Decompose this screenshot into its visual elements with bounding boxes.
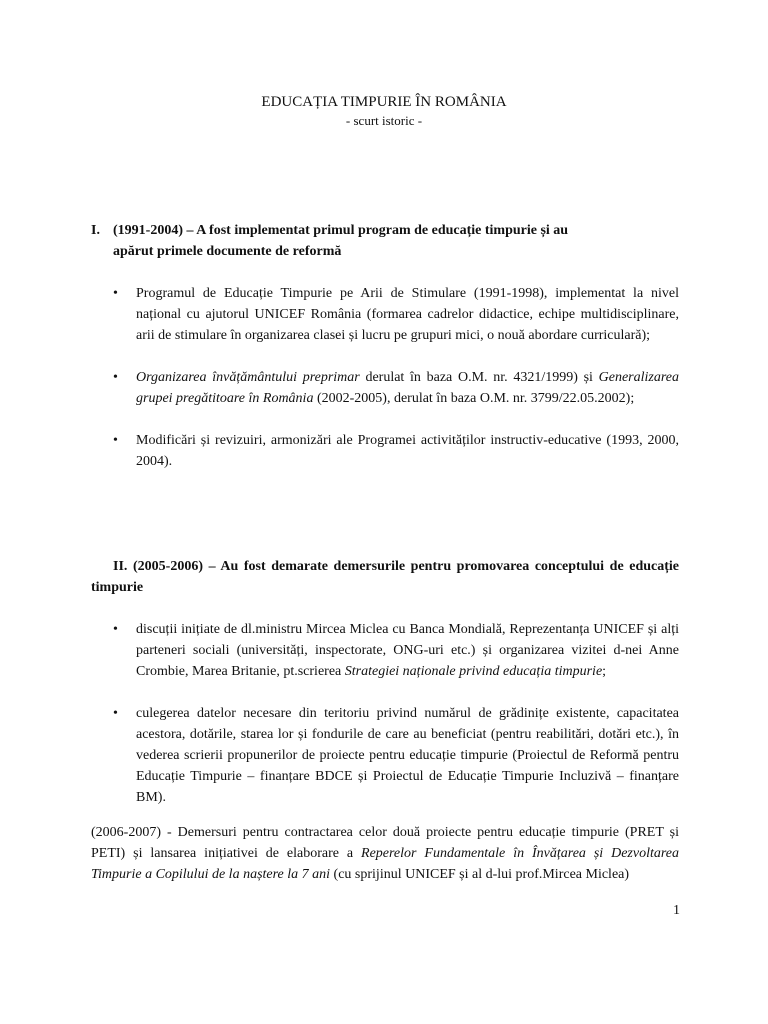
bullet-icon: • [113, 706, 118, 721]
list-item [91, 283, 679, 346]
list-item-italic: Strategiei naționale privind educația timpurie [344, 664, 603, 679]
section-1-heading [91, 220, 679, 262]
list-item [91, 703, 679, 808]
closing-text: (2006-2007) - Demersuri pentru contractarea celor două proiecte pentru educație timpurie (PRET și PETI) și lansarea inițiativei de elaborare a [91, 825, 679, 861]
bullet-icon: • [113, 622, 118, 637]
list-item-text: Modificări și revizuiri, armonizări ale Programei activităților instructiv-educative (1993, 2000, 2004). [136, 433, 679, 469]
list-item-text: (2002-2005), derulat în baza O.M. nr. 3799/22.05.2002); [313, 391, 635, 406]
section-2-list [91, 619, 679, 808]
section-1 [91, 220, 679, 472]
section-1-heading-line1: (1991-2004) – A fost implementat primul program de educație timpurie și au [113, 223, 569, 238]
closing-paragraph [91, 822, 679, 885]
section-2-number: II. [113, 559, 128, 574]
list-item-italic: Generalizarea grupei pregătitoare în România [136, 370, 679, 406]
bullet-icon: • [113, 370, 118, 385]
list-item-text: derulat în baza O.M. nr. 4321/1999) și [359, 370, 599, 385]
document-subtitle: - scurt istoric - [345, 113, 423, 128]
bullet-icon: • [113, 433, 118, 448]
closing-italic: Reperelor Fundamentale în Învățarea și Dezvoltarea Timpurie a Copilului de la naștere la 7 ani [91, 846, 679, 882]
section-2-heading-text: (2005-2006) – Au fost demarate demersurile pentru promovarea conceptului de educație timpurie [91, 559, 680, 595]
list-item [91, 367, 679, 409]
list-item-text: discuții inițiate de dl.ministru Mircea Miclea cu Banca Mondială, Reprezentanța UNICEF și alți parteneri sociali (universități, inspectorate, ONG-uri etc.) și organizarea vizitei d-nei Anne Crombie, Marea Britanie, pt.scrierea [136, 622, 679, 679]
section-2-heading [91, 556, 679, 598]
title-block [0, 92, 768, 130]
closing-text: (cu sprijinul UNICEF și al d-lui prof.Mircea Miclea) [330, 867, 630, 882]
bullet-icon: • [113, 286, 118, 301]
list-item-text: ; [602, 664, 607, 679]
list-item-text: culegerea datelor necesare din teritoriu privind numărul de grădinițe existente, capacitatea acestora, dotările, starea lor și fondurile de care au beneficiat (pentru reabilitări, dotări etc.), în vederea scrierii propunerilor de proiecte pentru educație timpurie (Proiectul de Reformă pentru Educație Timpurie – finanțare BDCE și Proiectul de Educație Timpurie Incluzivă – finanțare BM). [136, 706, 679, 805]
section-1-heading-line2: apărut primele documente de reformă [113, 244, 342, 259]
section-1-list [91, 283, 679, 472]
list-item-text: Programul de Educație Timpurie pe Arii de Stimulare (1991-1998), implementat la nivel național cu ajutorul UNICEF România (formarea cadrelor didactice, echipe multidisciplinare, arii de stimulare în organizarea clasei și lucru pe grupuri mici, o nouă abordare curriculară); [136, 286, 679, 343]
list-item [91, 430, 679, 472]
section-2 [91, 556, 679, 885]
section-1-number: I. [91, 223, 100, 238]
page-number: 1 [673, 903, 680, 918]
document-title: EDUCAȚIA TIMPURIE ÎN ROMÂNIA [261, 94, 507, 110]
list-item [91, 619, 679, 682]
list-item-italic: Organizarea învățământului preprimar [136, 370, 360, 385]
